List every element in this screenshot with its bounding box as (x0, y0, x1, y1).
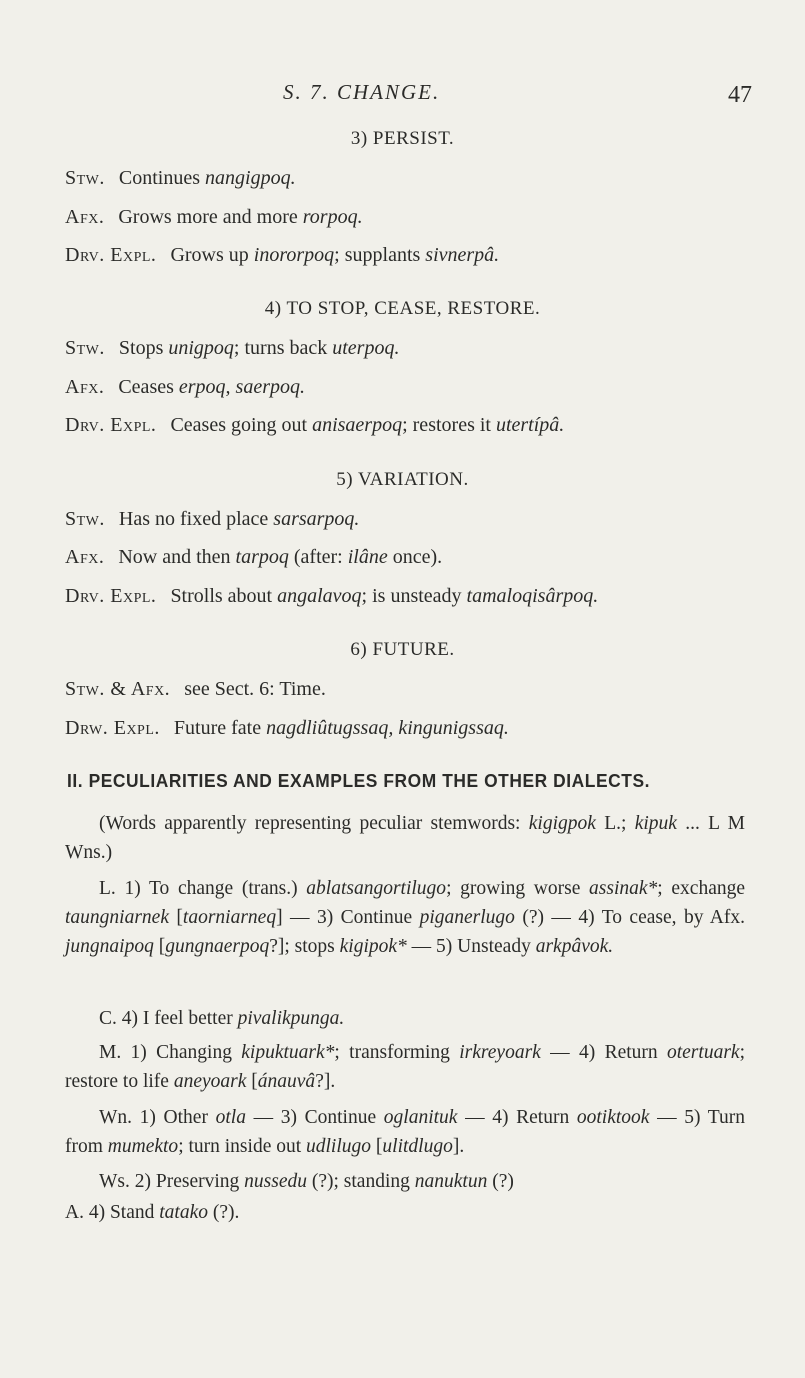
entry-text: Ceases (118, 376, 179, 398)
dialect-l (65, 874, 745, 961)
entry-line (65, 508, 359, 531)
text: — 5) Unsteady (406, 936, 536, 957)
word: otertuark (666, 1042, 740, 1063)
entry-line (65, 678, 326, 701)
text: (?) (487, 1171, 514, 1192)
text: — 4) Return (540, 1042, 667, 1063)
text: ; restore to life (65, 1042, 745, 1092)
entry-line (65, 376, 305, 399)
dialect-intro (65, 809, 745, 867)
entry-text: see Sect. 6: Time. (184, 678, 326, 700)
word: nanuktun (414, 1171, 488, 1192)
entry-text: Ceases going out (170, 414, 313, 436)
text: Wn. 1) Other (99, 1107, 216, 1128)
dialect-paragraph (65, 1167, 745, 1196)
word: kipuktuark* (241, 1042, 335, 1063)
entry-text: ; supplants (334, 244, 426, 266)
entry-line (65, 717, 509, 740)
entry-text: once). (387, 546, 443, 568)
page-number: 47 (728, 82, 752, 108)
dialect-a (65, 1198, 745, 1227)
entry-word: unigpoq (168, 337, 234, 359)
word: jungnaipoq (65, 936, 154, 957)
entry-tag: Stw. & Afx. (65, 678, 171, 700)
word: taungniarnek (65, 907, 169, 928)
dialects-heading: II. PECULIARITIES AND EXAMPLES FROM THE OTHER DIALECTS. (67, 770, 651, 791)
text: ... L M Wns.) (65, 813, 745, 863)
text: C. 4) I feel better (99, 1008, 238, 1029)
entry-tag: Drw. Expl. (65, 717, 160, 739)
entry-line (65, 206, 363, 229)
entry-tag: Drv. Expl. (65, 244, 157, 266)
entry-word: anisaerpoq (312, 414, 403, 436)
entry-text: Grows up (170, 244, 254, 266)
entry-text: Stops (118, 337, 169, 359)
text: Ws. 2) Preserving (99, 1171, 245, 1192)
text: (?) — 4) To cease, by Afx. (514, 907, 746, 928)
word: arkpâvok. (535, 936, 614, 957)
text: ] — 3) Continue (276, 907, 420, 928)
entry-word: tamaloqisârpoq. (466, 585, 599, 607)
word: nussedu (244, 1171, 307, 1192)
entry-text: Has no fixed place (118, 508, 274, 530)
text: L. 1) To change (trans.) (99, 878, 307, 899)
text: (Words apparently representing peculiar stemwords: (99, 813, 529, 834)
text: ; exchange (657, 878, 745, 899)
section-heading-future: 6) FUTURE. (350, 639, 455, 660)
entry-word: angalavoq (277, 585, 362, 607)
section-heading-variation: 5) VARIATION. (336, 469, 469, 490)
text: ?]. (315, 1071, 336, 1092)
entry-word: nangigpoq. (205, 167, 296, 189)
dialect-c (65, 1004, 745, 1033)
entry-text: Continues (118, 167, 206, 189)
text: ]. (452, 1136, 465, 1157)
entry-word: uterpoq. (332, 337, 400, 359)
entry-word: nagdliûtugssaq, kingunigssaq. (266, 717, 509, 739)
text: A. 4) Stand (65, 1202, 160, 1223)
word: gungnaerpoq (165, 936, 270, 957)
entry-text: ; turns back (233, 337, 333, 359)
text: [ (371, 1136, 383, 1157)
word: ánauvâ (257, 1071, 316, 1092)
text: [ (168, 907, 183, 928)
word: taorniarneq (182, 907, 277, 928)
text: (?); standing (306, 1171, 415, 1192)
entry-line (65, 585, 598, 608)
entry-tag: Stw. (65, 337, 105, 359)
text: — 5) Turn from (65, 1107, 745, 1157)
text: L.; (595, 813, 627, 834)
dialect-paragraph (65, 1198, 745, 1227)
entry-word: sivnerpâ. (425, 244, 500, 266)
word: aneyoark (173, 1071, 247, 1092)
text: (?). (208, 1202, 240, 1223)
entry-tag: Drv. Expl. (65, 414, 157, 436)
text: [ (153, 936, 166, 957)
entry-text: Grows more and more (118, 206, 303, 228)
text: ; turn inside out (178, 1136, 307, 1157)
word: ootiktook (576, 1107, 650, 1128)
entry-text: Now and then (118, 546, 236, 568)
intro-paragraph (65, 809, 745, 867)
entry-text: ; restores it (402, 414, 496, 436)
dialect-paragraph (65, 1038, 745, 1096)
entry-tag: Afx. (65, 546, 105, 568)
entry-line (65, 414, 564, 437)
entry-line (65, 546, 442, 569)
entry-word: inororpoq (253, 244, 335, 266)
text: ; transforming (334, 1042, 460, 1063)
dialect-ws (65, 1167, 745, 1196)
entry-line (65, 244, 499, 267)
dialect-wn (65, 1103, 745, 1161)
word: piganerlugo (419, 907, 515, 928)
entry-text: Strolls about (170, 585, 278, 607)
text: ; growing worse (446, 878, 590, 899)
word: udlilugo (306, 1136, 372, 1157)
word: irkreyoark (459, 1042, 541, 1063)
entry-word: ilâne (347, 546, 388, 568)
entry-tag: Stw. (65, 508, 105, 530)
word: otla (215, 1107, 246, 1128)
entry-text: Future fate (173, 717, 267, 739)
entry-text: (after: (288, 546, 348, 568)
text: M. 1) Changing (99, 1042, 242, 1063)
section-heading-stop: 4) TO STOP, CEASE, RESTORE. (264, 298, 541, 319)
text: [ (246, 1071, 258, 1092)
word: pivalikpunga. (237, 1008, 345, 1029)
entry-tag: Afx. (65, 206, 105, 228)
word: oglanituk (383, 1107, 458, 1128)
text: — 4) Return (457, 1107, 577, 1128)
word: mumekto (107, 1136, 179, 1157)
text: ?]; stops (269, 936, 340, 957)
dialect-paragraph (65, 1103, 745, 1161)
word: kigigpok (528, 813, 596, 834)
section-heading-persist: 3) PERSIST. (350, 128, 455, 149)
entry-text: ; is unsteady (361, 585, 467, 607)
word: kipuk (634, 813, 677, 834)
word: kigipok* (339, 936, 407, 957)
word: tatako (159, 1202, 208, 1223)
entry-word: rorpoq. (302, 206, 363, 228)
entry-word: utertípâ. (495, 414, 565, 436)
entry-tag: Drv. Expl. (65, 585, 157, 607)
dialect-m (65, 1038, 745, 1096)
running-header: S. 7. CHANGE. (283, 80, 441, 104)
entry-line (65, 337, 399, 360)
dialect-paragraph (65, 1004, 745, 1033)
entry-tag: Stw. (65, 167, 105, 189)
text: — 3) Continue (245, 1107, 384, 1128)
entry-word: tarpoq (235, 546, 289, 568)
word: ablatsangortilugo (306, 878, 447, 899)
word: ulitdlugo (382, 1136, 453, 1157)
entry-tag: Afx. (65, 376, 105, 398)
entry-word: sarsarpoq. (273, 508, 360, 530)
dialect-paragraph (65, 874, 745, 961)
entry-line (65, 167, 296, 190)
word: assinak* (589, 878, 658, 899)
entry-word: erpoq, saerpoq. (178, 376, 305, 398)
